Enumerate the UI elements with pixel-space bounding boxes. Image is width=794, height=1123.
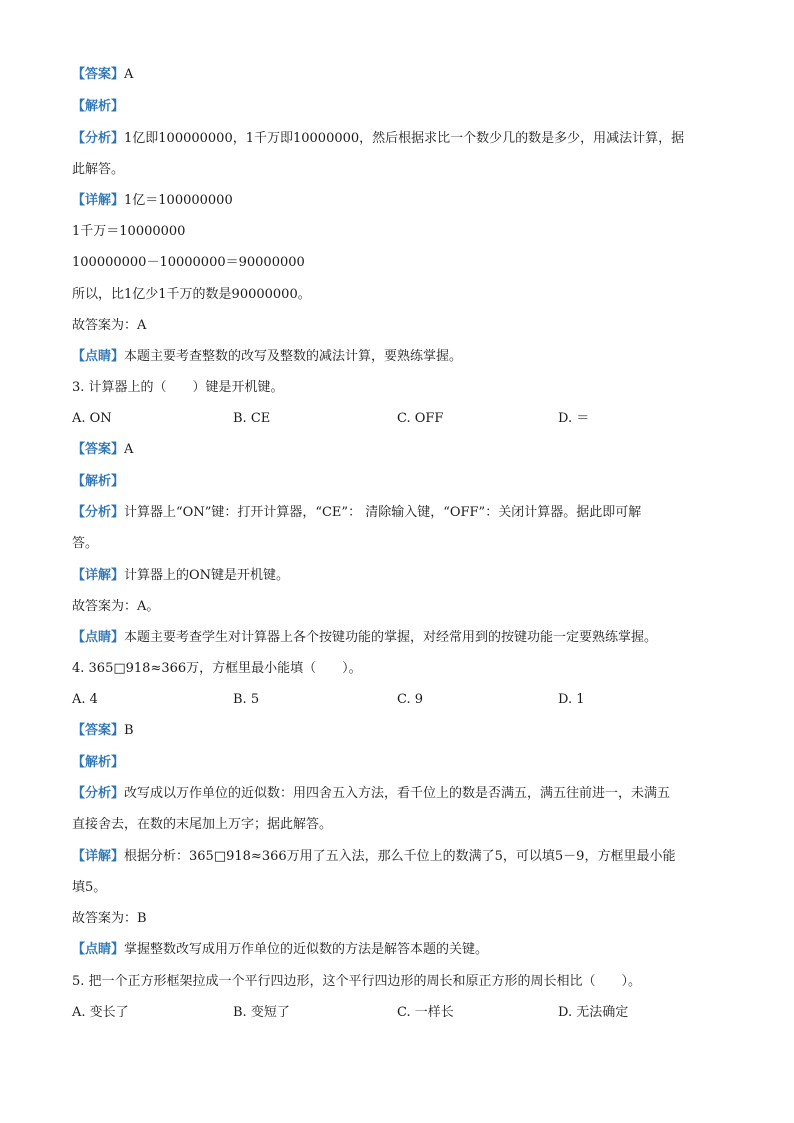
fenxi-label: 【分析】 bbox=[72, 131, 125, 146]
q3-fenxi-line-1 bbox=[72, 503, 641, 523]
answer-label: 【答案】 bbox=[72, 442, 125, 457]
comment-label: 【点睛】 bbox=[72, 942, 125, 957]
answer-value: A bbox=[124, 442, 134, 457]
analysis-label: 【解析】 bbox=[72, 755, 125, 770]
fenxi-text: 改写成以万作单位的近似数：用四舍五入方法，看千位上的数是否满五，满五往前进一，未满五 bbox=[124, 786, 671, 801]
answer-value: B bbox=[124, 723, 134, 738]
q4-detail-line-1 bbox=[72, 847, 675, 867]
comment-label: 【点睛】 bbox=[72, 630, 125, 645]
detail-label: 【详解】 bbox=[72, 849, 125, 864]
q5-stem: 5. 把一个正方形框架拉成一个平行四边形，这个平行四边形的周长和原正方形的周长相比（ ）。 bbox=[72, 974, 642, 989]
q4-answer-line bbox=[72, 721, 134, 741]
q5-option-a: A. 变长了 bbox=[72, 1005, 129, 1020]
q4-fenxi-line-1 bbox=[72, 784, 670, 804]
detail-label: 【详解】 bbox=[72, 568, 125, 583]
fenxi-text: 1亿即100000000，1千万即10000000，然后根据求比一个数少几的数是多少，用减法计算，据 bbox=[124, 131, 685, 146]
q4-option-d: D. 1 bbox=[558, 692, 585, 707]
detail-text: 根据分析：365□918≈366万用了五入法，那么千位上的数满了5，可以填5－9，方框里最小能 bbox=[124, 849, 676, 864]
q5-option-c: C. 一样长 bbox=[397, 1005, 454, 1020]
q2-detail-line-4: 所以，比1亿少1千万的数是90000000。 bbox=[72, 287, 311, 302]
fenxi-text: 计算器上“ON”键：打开计算器，“CE”： 清除输入键，“OFF”：关闭计算器。据此即可解 bbox=[124, 505, 642, 520]
q2-answer-line bbox=[72, 65, 133, 85]
q3-option-a: A. ON bbox=[72, 411, 112, 426]
q3-option-d: D. ＝ bbox=[558, 411, 590, 426]
comment-label: 【点睛】 bbox=[72, 349, 125, 364]
answer-label: 【答案】 bbox=[72, 67, 125, 82]
answer-value: A bbox=[124, 67, 134, 82]
analysis-label: 【解析】 bbox=[72, 474, 125, 489]
q2-detail-line-1 bbox=[72, 191, 233, 211]
q4-option-c: C. 9 bbox=[397, 692, 424, 707]
q4-analysis-heading bbox=[72, 753, 124, 773]
q2-detail-line-2: 1千万＝10000000 bbox=[72, 224, 186, 239]
q4-detail-line-2: 填5。 bbox=[72, 880, 107, 895]
q5-options bbox=[72, 1003, 752, 1023]
q3-analysis-heading bbox=[72, 472, 124, 492]
q3-detail-line bbox=[72, 566, 289, 586]
fenxi-label: 【分析】 bbox=[72, 505, 125, 520]
detail-text: 计算器上的ON键是开机键。 bbox=[124, 568, 290, 583]
comment-text: 本题主要考查整数的改写及整数的减法计算，要熟练掌握。 bbox=[124, 349, 463, 364]
q3-conclusion: 故答案为：A。 bbox=[72, 599, 160, 614]
q3-option-c: C. OFF bbox=[397, 411, 444, 426]
q3-comment-line bbox=[72, 628, 657, 648]
q2-comment-line bbox=[72, 347, 462, 367]
q2-conclusion: 故答案为：A bbox=[72, 318, 147, 333]
analysis-label: 【解析】 bbox=[72, 99, 125, 114]
q2-fenxi-line-1 bbox=[72, 129, 684, 149]
q3-fenxi-line-2: 答。 bbox=[72, 536, 99, 551]
q3-stem: 3. 计算器上的（ ）键是开机键。 bbox=[72, 380, 284, 395]
q4-option-b: B. 5 bbox=[233, 692, 260, 707]
q4-stem: 4. 365□918≈366万，方框里最小能填（ ）。 bbox=[72, 661, 362, 676]
q2-detail-line-3: 100000000－10000000＝90000000 bbox=[72, 255, 305, 270]
q5-option-d: D. 无法确定 bbox=[558, 1005, 629, 1020]
q4-fenxi-line-2: 直接舍去，在数的末尾加上万字；据此解答。 bbox=[72, 817, 333, 832]
q4-comment-line bbox=[72, 940, 488, 960]
fenxi-label: 【分析】 bbox=[72, 786, 125, 801]
q3-answer-line bbox=[72, 440, 133, 460]
q3-options bbox=[72, 409, 752, 429]
q5-option-b: B. 变短了 bbox=[233, 1005, 290, 1020]
q4-option-a: A. 4 bbox=[72, 692, 98, 707]
comment-text: 本题主要考查学生对计算器上各个按键功能的掌握，对经常用到的按键功能一定要熟练掌握。 bbox=[124, 630, 658, 645]
q4-options bbox=[72, 690, 752, 710]
q2-analysis-heading bbox=[72, 97, 124, 117]
q4-conclusion: 故答案为：B bbox=[72, 911, 147, 926]
detail-text: 1亿＝100000000 bbox=[124, 193, 233, 208]
detail-label: 【详解】 bbox=[72, 193, 125, 208]
q3-option-b: B. CE bbox=[233, 411, 271, 426]
comment-text: 掌握整数改写成用万作单位的近似数的方法是解答本题的关键。 bbox=[124, 942, 489, 957]
q2-fenxi-line-2: 此解答。 bbox=[72, 162, 125, 177]
answer-label: 【答案】 bbox=[72, 723, 125, 738]
